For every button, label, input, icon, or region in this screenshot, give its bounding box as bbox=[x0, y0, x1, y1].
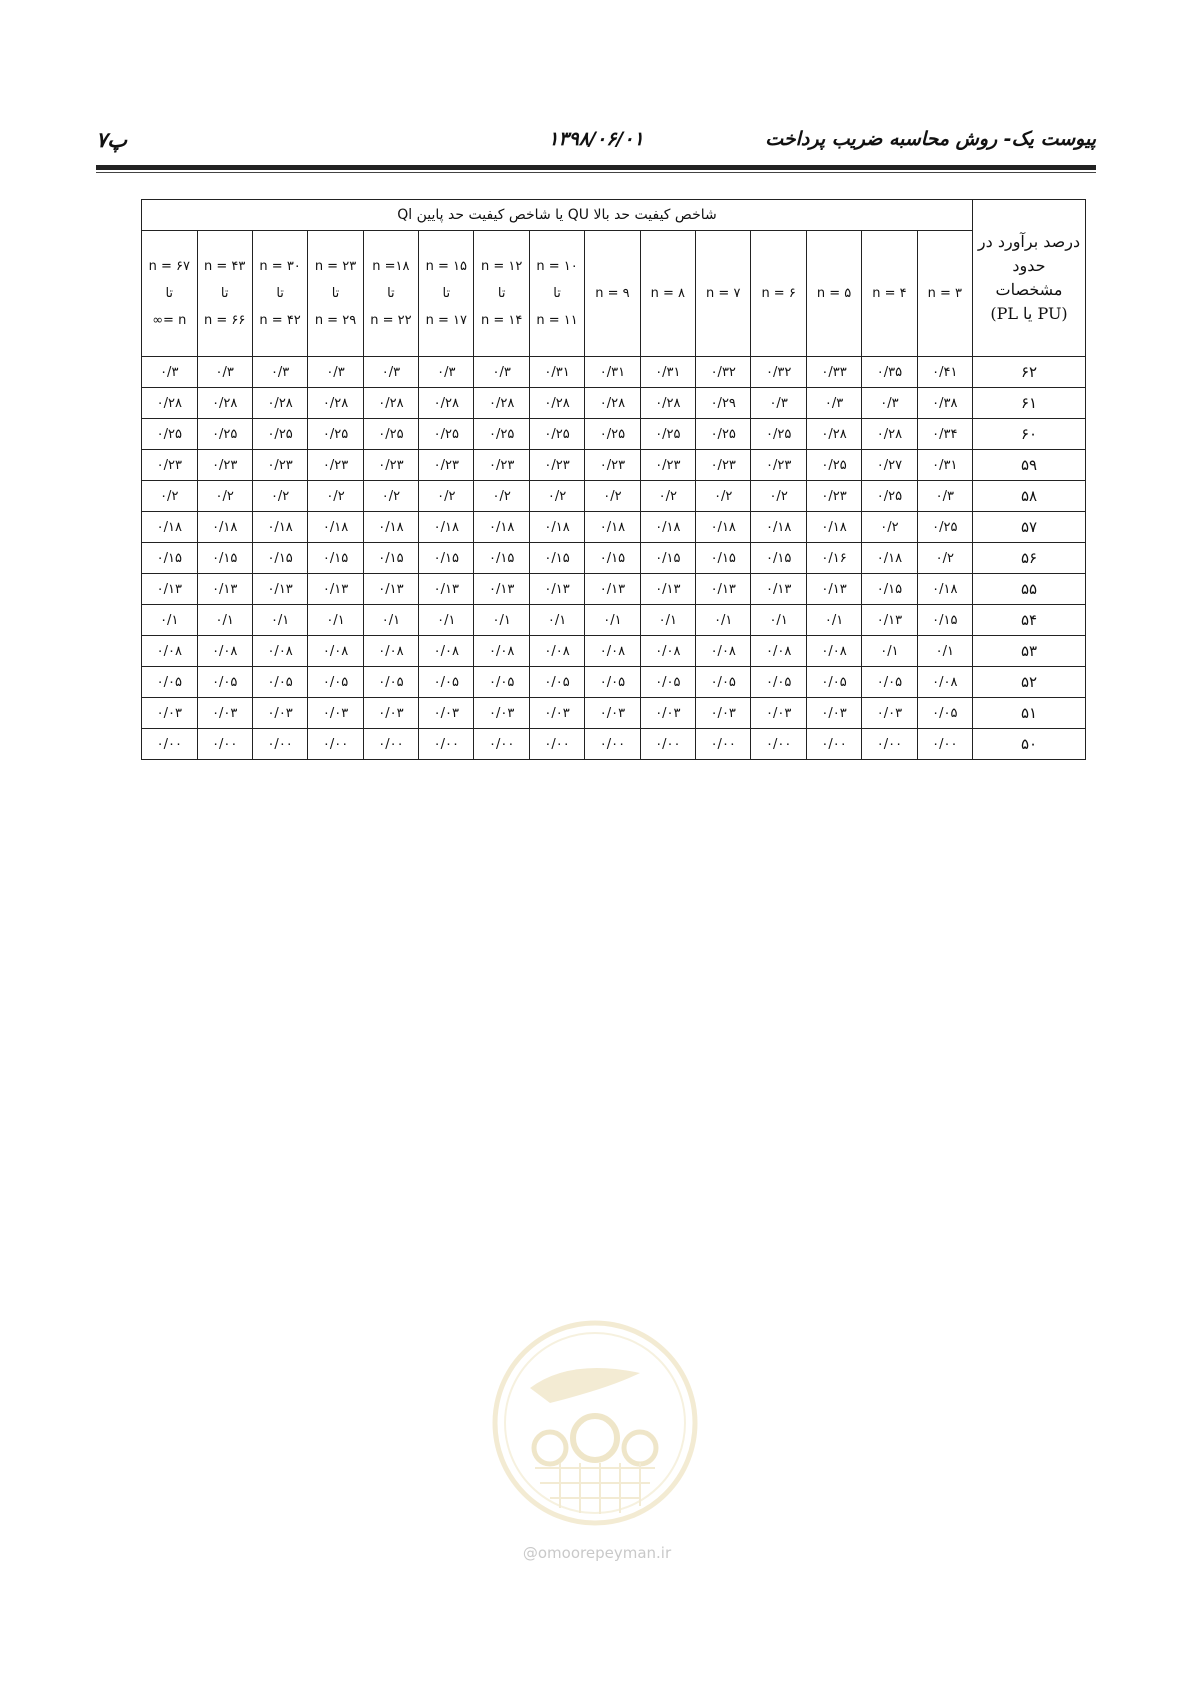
quality-index-cell: ۰/۰۸ bbox=[696, 636, 751, 667]
quality-index-cell: ۰/۱ bbox=[696, 605, 751, 636]
quality-index-cell: ۰/۲ bbox=[252, 481, 307, 512]
quality-index-cell: ۰/۰۰ bbox=[419, 729, 474, 760]
quality-index-cell: ۰/۳ bbox=[308, 357, 363, 388]
quality-index-cell: ۰/۳ bbox=[142, 357, 198, 388]
row-header-line2: حدود مشخصات bbox=[995, 256, 1063, 299]
quality-index-cell: ۰/۲ bbox=[640, 481, 695, 512]
quality-index-cell: ۰/۰۸ bbox=[252, 636, 307, 667]
percent-cell: ۵۵ bbox=[973, 574, 1086, 605]
quality-index-cell: ۰/۰۳ bbox=[197, 698, 252, 729]
quality-index-cell: ۰/۲۳ bbox=[751, 450, 806, 481]
quality-index-cell: ۰/۲۳ bbox=[308, 450, 363, 481]
quality-index-cell: ۰/۲۵ bbox=[917, 512, 972, 543]
quality-index-cell: ۰/۰۸ bbox=[197, 636, 252, 667]
quality-index-cell: ۰/۱۳ bbox=[419, 574, 474, 605]
table-row bbox=[142, 729, 1086, 760]
sample-size-label: n = ۴۳ bbox=[204, 259, 246, 274]
quality-index-cell: ۰/۳۳ bbox=[806, 357, 861, 388]
quality-index-cell: ۰/۴۱ bbox=[917, 357, 972, 388]
sample-size-header-row bbox=[142, 231, 1086, 357]
quality-index-cell: ۰/۲ bbox=[474, 481, 529, 512]
quality-index-cell: ۰/۲۸ bbox=[806, 419, 861, 450]
quality-index-cell: ۰/۲ bbox=[585, 481, 640, 512]
quality-index-cell: ۰/۰۳ bbox=[806, 698, 861, 729]
quality-index-cell: ۰/۱ bbox=[917, 636, 972, 667]
quality-index-cell: ۰/۰۵ bbox=[585, 667, 640, 698]
quality-index-cell: ۰/۰۵ bbox=[474, 667, 529, 698]
quality-index-cell: ۰/۰۰ bbox=[806, 729, 861, 760]
quality-index-cell: ۰/۰۵ bbox=[529, 667, 584, 698]
quality-index-cell: ۰/۲۵ bbox=[142, 419, 198, 450]
quality-index-cell: ۰/۱۵ bbox=[474, 543, 529, 574]
quality-index-cell: ۰/۲۳ bbox=[806, 481, 861, 512]
row-header-line3: (PU یا PL) bbox=[990, 304, 1068, 323]
quality-index-cell: ۰/۱۵ bbox=[419, 543, 474, 574]
percent-cell: ۶۲ bbox=[973, 357, 1086, 388]
quality-index-cell: ۰/۲۸ bbox=[640, 388, 695, 419]
quality-index-cell: ۰/۱ bbox=[751, 605, 806, 636]
sample-size-label: تا bbox=[165, 286, 174, 301]
quality-index-cell: ۰/۰۰ bbox=[197, 729, 252, 760]
quality-index-cell: ۰/۲۵ bbox=[806, 450, 861, 481]
quality-index-cell: ۰/۲۵ bbox=[862, 481, 917, 512]
quality-index-cell: ۰/۱۸ bbox=[917, 574, 972, 605]
quality-index-cell: ۰/۰۳ bbox=[585, 698, 640, 729]
quality-index-cell: ۰/۱۳ bbox=[308, 574, 363, 605]
quality-index-cell: ۰/۱۵ bbox=[585, 543, 640, 574]
quality-index-cell: ۰/۳ bbox=[419, 357, 474, 388]
quality-index-cell: ۰/۱۳ bbox=[696, 574, 751, 605]
quality-index-cell: ۰/۲۸ bbox=[474, 388, 529, 419]
group-header: شاخص کیفیت حد بالا QU یا شاخص کیفیت حد پایین Ql bbox=[142, 200, 973, 231]
quality-index-cell: ۰/۰۵ bbox=[640, 667, 695, 698]
quality-index-cell: ۰/۳۱ bbox=[917, 450, 972, 481]
page-title: پیوست یک- روش محاسبه ضریب پرداخت bbox=[765, 128, 1096, 150]
row-header-cell bbox=[973, 200, 1086, 357]
quality-index-cell: ۰/۰۳ bbox=[308, 698, 363, 729]
quality-index-cell: ۰/۱۸ bbox=[363, 512, 418, 543]
row-header-line1: درصد برآورد در bbox=[977, 232, 1081, 251]
quality-index-cell: ۰/۰۳ bbox=[142, 698, 198, 729]
quality-index-cell: ۰/۲۳ bbox=[252, 450, 307, 481]
quality-index-cell: ۰/۰۰ bbox=[142, 729, 198, 760]
quality-index-cell: ۰/۰۳ bbox=[419, 698, 474, 729]
sample-size-label: n = ۶۷ bbox=[148, 259, 190, 274]
quality-index-cell: ۰/۳۱ bbox=[585, 357, 640, 388]
percent-cell: ۵۲ bbox=[973, 667, 1086, 698]
quality-index-cell: ۰/۲۳ bbox=[585, 450, 640, 481]
quality-index-cell: ۰/۲۳ bbox=[197, 450, 252, 481]
quality-index-cell: ۰/۳ bbox=[806, 388, 861, 419]
quality-index-cell: ۰/۰۸ bbox=[529, 636, 584, 667]
quality-index-cell: ۰/۱۳ bbox=[806, 574, 861, 605]
quality-index-cell: ۰/۰۳ bbox=[862, 698, 917, 729]
header-rule-thick bbox=[96, 165, 1096, 170]
sample-size-label: تا bbox=[442, 286, 451, 301]
quality-index-cell: ۰/۲ bbox=[363, 481, 418, 512]
quality-index-cell: ۰/۰۳ bbox=[252, 698, 307, 729]
sample-size-label: n = ۲۹ bbox=[314, 313, 357, 328]
quality-index-cell: ۰/۲۸ bbox=[529, 388, 584, 419]
table-row bbox=[142, 543, 1086, 574]
quality-index-cell: ۰/۲۸ bbox=[308, 388, 363, 419]
quality-index-cell: ۰/۰۳ bbox=[529, 698, 584, 729]
quality-index-cell: ۰/۱۳ bbox=[252, 574, 307, 605]
sample-size-header bbox=[197, 231, 252, 357]
quality-index-cell: ۰/۰۰ bbox=[640, 729, 695, 760]
table-row bbox=[142, 636, 1086, 667]
quality-index-cell: ۰/۲۳ bbox=[640, 450, 695, 481]
percent-cell: ۵۳ bbox=[973, 636, 1086, 667]
quality-index-cell: ۰/۰۵ bbox=[917, 698, 972, 729]
quality-index-cell: ۰/۱۵ bbox=[751, 543, 806, 574]
quality-index-cell: ۰/۱۵ bbox=[640, 543, 695, 574]
quality-index-cell: ۰/۱ bbox=[529, 605, 584, 636]
quality-index-cell: ۰/۰۰ bbox=[252, 729, 307, 760]
quality-index-cell: ۰/۲ bbox=[529, 481, 584, 512]
quality-index-cell: ۰/۳۲ bbox=[696, 357, 751, 388]
quality-index-cell: ۰/۰۵ bbox=[142, 667, 198, 698]
quality-index-cell: ۰/۲۳ bbox=[419, 450, 474, 481]
table-row bbox=[142, 574, 1086, 605]
quality-index-cell: ۰/۰۸ bbox=[806, 636, 861, 667]
quality-index-cell: ۰/۲۸ bbox=[585, 388, 640, 419]
quality-index-cell: ۰/۱۳ bbox=[751, 574, 806, 605]
sample-size-label: n =∞ bbox=[152, 313, 187, 328]
quality-index-cell: ۰/۰۳ bbox=[363, 698, 418, 729]
quality-index-cell: ۰/۰۳ bbox=[474, 698, 529, 729]
quality-index-cell: ۰/۲۹ bbox=[696, 388, 751, 419]
quality-index-cell: ۰/۰۳ bbox=[751, 698, 806, 729]
sample-size-label: n = ۴ bbox=[872, 286, 907, 301]
sample-size-label: n = ۲۳ bbox=[314, 259, 357, 274]
quality-index-cell: ۰/۱۵ bbox=[862, 574, 917, 605]
quality-index-cell: ۰/۱۸ bbox=[419, 512, 474, 543]
quality-index-cell: ۰/۰۵ bbox=[419, 667, 474, 698]
quality-index-cell: ۰/۳۸ bbox=[917, 388, 972, 419]
quality-index-cell: ۰/۱۳ bbox=[142, 574, 198, 605]
quality-index-cell: ۰/۲ bbox=[419, 481, 474, 512]
quality-index-cell: ۰/۲۵ bbox=[252, 419, 307, 450]
quality-index-cell: ۰/۲۵ bbox=[197, 419, 252, 450]
quality-index-cell: ۰/۰۰ bbox=[696, 729, 751, 760]
quality-index-cell: ۰/۱۳ bbox=[363, 574, 418, 605]
quality-index-cell: ۰/۲۸ bbox=[862, 419, 917, 450]
percent-cell: ۶۰ bbox=[973, 419, 1086, 450]
sample-size-label: n = ۱۷ bbox=[425, 313, 467, 328]
quality-index-cell: ۰/۳ bbox=[917, 481, 972, 512]
quality-index-cell: ۰/۲۸ bbox=[419, 388, 474, 419]
quality-index-cell: ۰/۰۰ bbox=[751, 729, 806, 760]
quality-index-cell: ۰/۳۲ bbox=[751, 357, 806, 388]
table-row bbox=[142, 698, 1086, 729]
quality-index-cell: ۰/۱۳ bbox=[474, 574, 529, 605]
quality-index-cell: ۰/۲۸ bbox=[252, 388, 307, 419]
quality-index-cell: ۰/۲۳ bbox=[696, 450, 751, 481]
sample-size-header bbox=[529, 231, 584, 357]
quality-index-cell: ۰/۱۸ bbox=[862, 543, 917, 574]
sample-size-header bbox=[308, 231, 363, 357]
sample-size-header bbox=[751, 231, 806, 357]
quality-index-cell: ۰/۲۵ bbox=[585, 419, 640, 450]
sample-size-label: n = ۱۲ bbox=[480, 259, 523, 274]
sample-size-label: تا bbox=[220, 286, 229, 301]
watermark-logo-icon bbox=[490, 1318, 700, 1528]
quality-index-cell: ۰/۱ bbox=[585, 605, 640, 636]
quality-index-cell: ۰/۰۳ bbox=[640, 698, 695, 729]
quality-index-cell: ۰/۱۳ bbox=[529, 574, 584, 605]
quality-index-cell: ۰/۰۵ bbox=[252, 667, 307, 698]
quality-index-cell: ۰/۰۵ bbox=[806, 667, 861, 698]
quality-index-cell: ۰/۲۵ bbox=[529, 419, 584, 450]
quality-index-cell: ۰/۱۸ bbox=[308, 512, 363, 543]
percent-cell: ۵۴ bbox=[973, 605, 1086, 636]
sample-size-label: n = ۱۰ bbox=[536, 259, 578, 274]
quality-index-cell: ۰/۲۸ bbox=[363, 388, 418, 419]
percent-cell: ۵۸ bbox=[973, 481, 1086, 512]
quality-index-cell: ۰/۲۳ bbox=[142, 450, 198, 481]
sample-size-label: n = ۶ bbox=[761, 286, 796, 301]
sample-size-label: تا bbox=[553, 286, 561, 301]
quality-index-cell: ۰/۱ bbox=[474, 605, 529, 636]
sample-size-label: تا bbox=[387, 286, 395, 301]
quality-index-cell: ۰/۲ bbox=[862, 512, 917, 543]
quality-index-cell: ۰/۰۰ bbox=[862, 729, 917, 760]
table-row bbox=[142, 667, 1086, 698]
sample-size-header bbox=[142, 231, 198, 357]
quality-index-cell: ۰/۰۸ bbox=[474, 636, 529, 667]
quality-index-cell: ۰/۲ bbox=[308, 481, 363, 512]
quality-index-cell: ۰/۰۰ bbox=[529, 729, 584, 760]
sample-size-label: n = ۳ bbox=[927, 286, 962, 301]
quality-index-cell: ۰/۱۸ bbox=[474, 512, 529, 543]
table-row bbox=[142, 357, 1086, 388]
quality-index-cell: ۰/۱۸ bbox=[696, 512, 751, 543]
quality-index-cell: ۰/۰۸ bbox=[751, 636, 806, 667]
quality-index-cell: ۰/۲۵ bbox=[308, 419, 363, 450]
quality-index-cell: ۰/۳ bbox=[197, 357, 252, 388]
table-row bbox=[142, 481, 1086, 512]
quality-index-cell: ۰/۰۸ bbox=[640, 636, 695, 667]
sample-size-header bbox=[806, 231, 861, 357]
quality-index-cell: ۰/۱۸ bbox=[751, 512, 806, 543]
sample-size-header bbox=[917, 231, 972, 357]
quality-index-cell: ۰/۲ bbox=[696, 481, 751, 512]
quality-index-cell: ۰/۱۵ bbox=[529, 543, 584, 574]
quality-index-cell: ۰/۱ bbox=[142, 605, 198, 636]
quality-index-cell: ۰/۲۵ bbox=[363, 419, 418, 450]
sample-size-label: n = ۶۶ bbox=[204, 313, 246, 328]
percent-cell: ۵۶ bbox=[973, 543, 1086, 574]
percent-cell: ۶۱ bbox=[973, 388, 1086, 419]
quality-index-cell: ۰/۲۸ bbox=[142, 388, 198, 419]
quality-index-cell: ۰/۰۸ bbox=[363, 636, 418, 667]
quality-index-cell: ۰/۰۵ bbox=[197, 667, 252, 698]
sample-size-header bbox=[363, 231, 418, 357]
table-row bbox=[142, 512, 1086, 543]
quality-index-cell: ۰/۰۵ bbox=[308, 667, 363, 698]
quality-index-cell: ۰/۱ bbox=[308, 605, 363, 636]
sample-size-label: n = ۵ bbox=[816, 286, 852, 301]
sample-size-label: n = ۸ bbox=[650, 286, 686, 301]
sample-size-label: n = ۹ bbox=[595, 286, 630, 301]
sample-size-label: n = ۲۲ bbox=[370, 313, 412, 328]
quality-index-cell: ۰/۰۰ bbox=[308, 729, 363, 760]
quality-index-cell: ۰/۲ bbox=[197, 481, 252, 512]
quality-index-cell: ۰/۱۵ bbox=[142, 543, 198, 574]
page-date: ۱۳۹۸/۰۶/۰۱ bbox=[548, 128, 644, 150]
sample-size-header bbox=[696, 231, 751, 357]
page-number: پ۷ bbox=[96, 128, 128, 152]
sample-size-label: تا bbox=[276, 286, 284, 301]
quality-index-cell: ۰/۲۵ bbox=[474, 419, 529, 450]
quality-index-cell: ۰/۱۳ bbox=[640, 574, 695, 605]
quality-index-cell: ۰/۰۵ bbox=[363, 667, 418, 698]
quality-index-cell: ۰/۱۳ bbox=[862, 605, 917, 636]
quality-index-cell: ۰/۱۵ bbox=[308, 543, 363, 574]
quality-index-cell: ۰/۰۸ bbox=[585, 636, 640, 667]
quality-index-cell: ۰/۱ bbox=[197, 605, 252, 636]
quality-index-cell: ۰/۱۳ bbox=[197, 574, 252, 605]
sample-size-header bbox=[252, 231, 307, 357]
table-row bbox=[142, 419, 1086, 450]
percent-cell: ۵۷ bbox=[973, 512, 1086, 543]
sample-size-label: تا bbox=[331, 286, 340, 301]
quality-index-cell: ۰/۱۸ bbox=[197, 512, 252, 543]
quality-index-cell: ۰/۲۳ bbox=[474, 450, 529, 481]
sample-size-header bbox=[474, 231, 529, 357]
quality-index-cell: ۰/۱۵ bbox=[696, 543, 751, 574]
quality-index-cell: ۰/۱۸ bbox=[529, 512, 584, 543]
quality-index-cell: ۰/۲۵ bbox=[419, 419, 474, 450]
sample-size-label: n = ۳۰ bbox=[259, 259, 301, 274]
quality-index-cell: ۰/۲۳ bbox=[529, 450, 584, 481]
quality-index-cell: ۰/۳۱ bbox=[640, 357, 695, 388]
quality-index-cell: ۰/۱۸ bbox=[640, 512, 695, 543]
quality-index-cell: ۰/۰۰ bbox=[917, 729, 972, 760]
quality-index-cell: ۰/۰۰ bbox=[474, 729, 529, 760]
quality-index-cell: ۰/۲ bbox=[142, 481, 198, 512]
page-header bbox=[96, 128, 1096, 158]
percent-cell: ۵۰ bbox=[973, 729, 1086, 760]
quality-index-cell: ۰/۱۸ bbox=[142, 512, 198, 543]
quality-index-cell: ۰/۳ bbox=[751, 388, 806, 419]
sample-size-header bbox=[862, 231, 917, 357]
quality-index-cell: ۰/۰۸ bbox=[142, 636, 198, 667]
sample-size-label: تا bbox=[497, 286, 506, 301]
quality-index-cell: ۰/۰۵ bbox=[751, 667, 806, 698]
quality-index-cell: ۰/۲۷ bbox=[862, 450, 917, 481]
table-row bbox=[142, 450, 1086, 481]
quality-index-cell: ۰/۱۳ bbox=[585, 574, 640, 605]
quality-index-cell: ۰/۱۸ bbox=[585, 512, 640, 543]
quality-index-cell: ۰/۰۳ bbox=[696, 698, 751, 729]
quality-index-cell: ۰/۲۵ bbox=[640, 419, 695, 450]
table-row bbox=[142, 388, 1086, 419]
quality-index-cell: ۰/۰۸ bbox=[917, 667, 972, 698]
quality-index-cell: ۰/۳ bbox=[252, 357, 307, 388]
quality-index-cell: ۰/۰۰ bbox=[585, 729, 640, 760]
quality-index-cell: ۰/۰۰ bbox=[363, 729, 418, 760]
percent-cell: ۵۹ bbox=[973, 450, 1086, 481]
quality-index-cell: ۰/۳ bbox=[862, 388, 917, 419]
quality-index-cell: ۰/۳۵ bbox=[862, 357, 917, 388]
quality-index-cell: ۰/۳۴ bbox=[917, 419, 972, 450]
quality-index-cell: ۰/۱ bbox=[252, 605, 307, 636]
quality-index-cell: ۰/۱۵ bbox=[917, 605, 972, 636]
quality-index-cell: ۰/۳ bbox=[363, 357, 418, 388]
quality-index-cell: ۰/۱ bbox=[640, 605, 695, 636]
quality-index-cell: ۰/۲ bbox=[917, 543, 972, 574]
sample-size-label: n = ۱۱ bbox=[536, 313, 578, 328]
table-row bbox=[142, 605, 1086, 636]
quality-index-cell: ۰/۱ bbox=[419, 605, 474, 636]
quality-index-cell: ۰/۲۵ bbox=[751, 419, 806, 450]
quality-index-cell: ۰/۳ bbox=[474, 357, 529, 388]
quality-index-table bbox=[141, 199, 1086, 760]
quality-index-cell: ۰/۳۱ bbox=[529, 357, 584, 388]
quality-index-cell: ۰/۱ bbox=[363, 605, 418, 636]
sample-size-label: n = ۷ bbox=[706, 286, 741, 301]
quality-index-cell: ۰/۲ bbox=[751, 481, 806, 512]
quality-index-cell: ۰/۱ bbox=[862, 636, 917, 667]
quality-index-cell: ۰/۱۵ bbox=[363, 543, 418, 574]
watermark-url: @omoorepeyman.ir bbox=[522, 1544, 672, 1562]
percent-cell: ۵۱ bbox=[973, 698, 1086, 729]
sample-size-label: n = ۱۴ bbox=[480, 313, 523, 328]
quality-index-cell: ۰/۲۸ bbox=[197, 388, 252, 419]
quality-index-cell: ۰/۰۸ bbox=[419, 636, 474, 667]
quality-index-cell: ۰/۱ bbox=[806, 605, 861, 636]
sample-size-label: n =۱۸ bbox=[372, 259, 410, 274]
sample-size-header bbox=[419, 231, 474, 357]
quality-index-cell: ۰/۰۸ bbox=[308, 636, 363, 667]
quality-index-cell: ۰/۱۵ bbox=[252, 543, 307, 574]
quality-index-cell: ۰/۱۸ bbox=[252, 512, 307, 543]
sample-size-label: n = ۴۲ bbox=[259, 313, 301, 328]
quality-index-cell: ۰/۰۵ bbox=[696, 667, 751, 698]
header-rule-thin bbox=[96, 172, 1096, 173]
quality-index-cell: ۰/۱۵ bbox=[197, 543, 252, 574]
quality-index-cell: ۰/۲۵ bbox=[696, 419, 751, 450]
quality-index-cell: ۰/۲۳ bbox=[363, 450, 418, 481]
quality-index-cell: ۰/۰۵ bbox=[862, 667, 917, 698]
sample-size-header bbox=[585, 231, 640, 357]
sample-size-label: n = ۱۵ bbox=[425, 259, 467, 274]
table-body bbox=[142, 357, 1086, 760]
quality-index-cell: ۰/۱۶ bbox=[806, 543, 861, 574]
quality-index-cell: ۰/۱۸ bbox=[806, 512, 861, 543]
sample-size-header bbox=[640, 231, 695, 357]
